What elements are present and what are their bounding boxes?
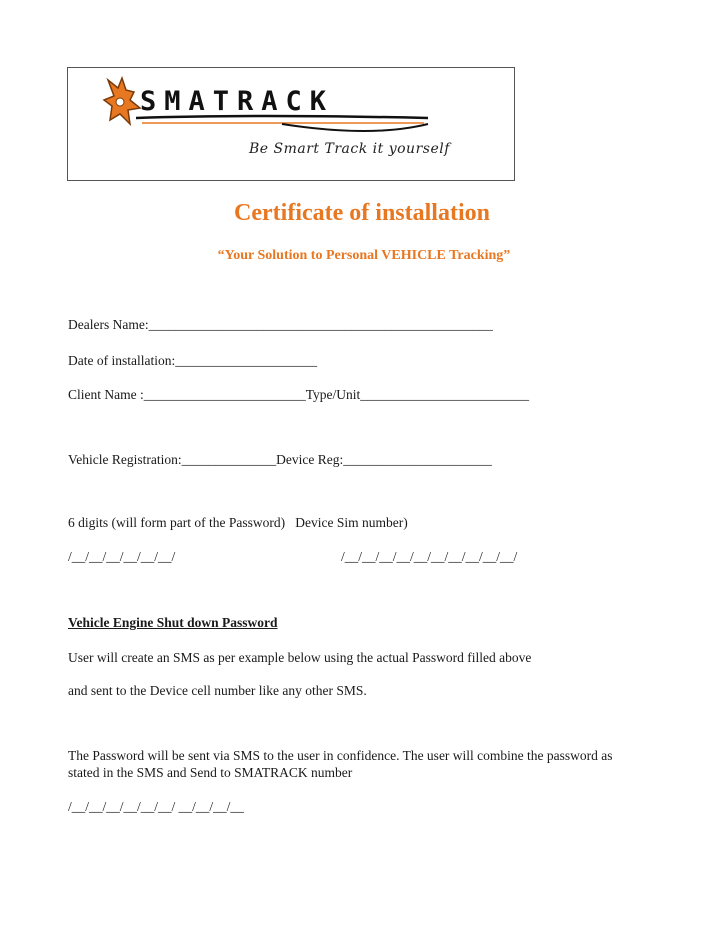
brand-wordmark: SMATRACK: [140, 86, 335, 117]
final-password-boxes: /__/__/__/__/__/__/ __/__/__/__: [68, 799, 244, 814]
sim-number-boxes: /__/__/__/__/__/__/__/__/__/__/: [341, 549, 518, 564]
date-of-installation-field: Date of installation:_____________________: [68, 353, 317, 368]
client-type-field: Client Name :________________________Type/Unit_________________________: [68, 387, 530, 402]
swoosh-underline: [132, 112, 432, 138]
digits-label: 6 digits (will form part of the Password) Device Sim number): [68, 515, 408, 530]
brand-tagline: Be Smart Track it yourself: [249, 141, 450, 157]
logo-banner: [67, 67, 515, 181]
password-paragraph-line-1: The Password will be sent via SMS to the user in confidence. The user will combine the password as: [68, 748, 613, 763]
sms-instruction-line-1: User will create an SMS as per example below using the actual Password filled above: [68, 650, 532, 665]
document-title: Certificate of installation: [234, 200, 490, 226]
dealers-name-field: Dealers Name:___________________________________________________: [68, 317, 493, 332]
password-paragraph-line-2: stated in the SMS and Send to SMATRACK number: [68, 765, 353, 780]
vehicle-device-reg-field: Vehicle Registration:______________Device Reg:______________________: [68, 452, 492, 467]
document-subtitle: “Your Solution to Personal VEHICLE Tracking”: [217, 248, 511, 263]
password-digit-boxes: /__/__/__/__/__/__/: [68, 549, 176, 564]
sms-instruction-line-2: and sent to the Device cell number like any other SMS.: [68, 683, 367, 698]
shutdown-heading: Vehicle Engine Shut down Password: [68, 615, 278, 630]
